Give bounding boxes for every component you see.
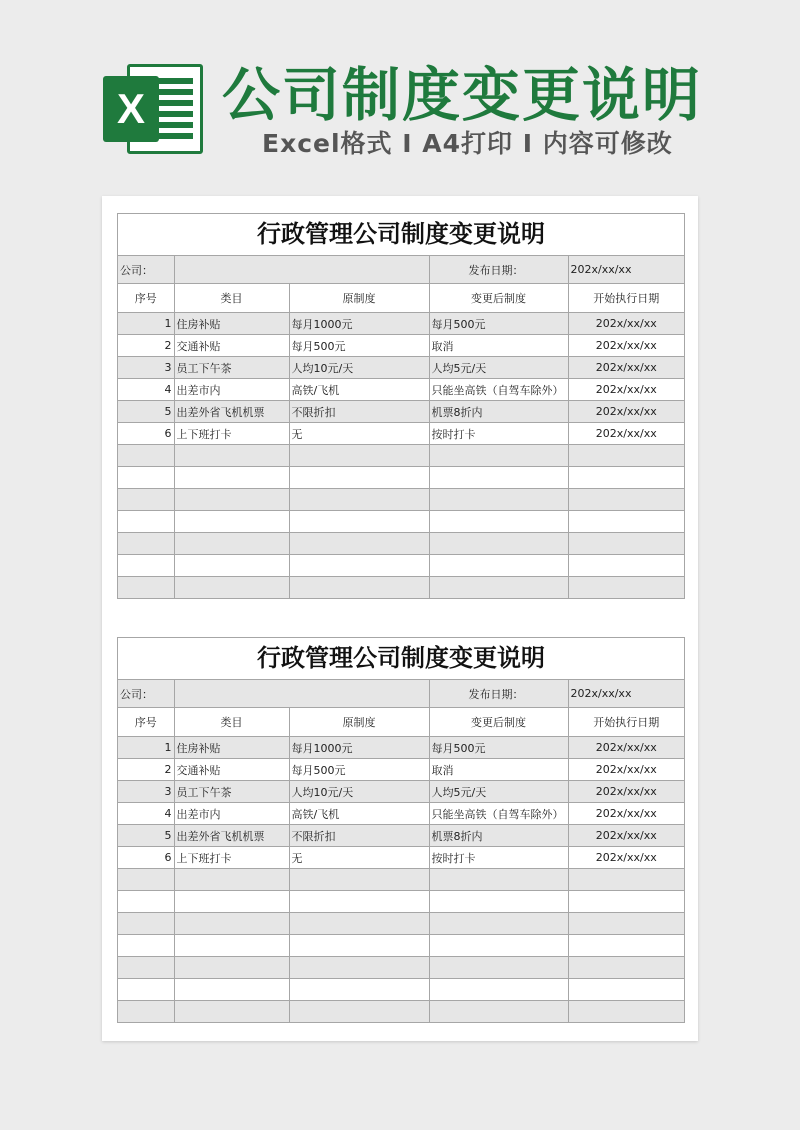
empty-cell[interactable] xyxy=(429,935,568,957)
policy-sheet-2 xyxy=(117,637,685,1023)
empty-cell[interactable] xyxy=(568,979,684,1001)
cell-no[interactable]: 4 xyxy=(118,803,174,825)
empty-row xyxy=(118,467,684,489)
empty-cell[interactable] xyxy=(174,533,289,555)
cell-changed[interactable]: 只能坐高铁（自驾车除外） xyxy=(429,379,568,401)
empty-cell[interactable] xyxy=(568,935,684,957)
cell-changed[interactable]: 按时打卡 xyxy=(429,423,568,445)
header-row xyxy=(118,708,684,737)
empty-cell[interactable] xyxy=(289,891,429,913)
info-row xyxy=(118,680,684,708)
empty-cell[interactable] xyxy=(289,533,429,555)
empty-cell[interactable] xyxy=(118,555,174,577)
empty-row xyxy=(118,913,684,935)
cell-original[interactable]: 人均10元/天 xyxy=(289,781,429,803)
cell-changed[interactable]: 人均5元/天 xyxy=(429,781,568,803)
empty-row xyxy=(118,511,684,533)
empty-cell[interactable] xyxy=(174,577,289,599)
empty-cell[interactable] xyxy=(118,979,174,1001)
cell-date[interactable]: 202x/xx/xx xyxy=(568,313,684,335)
empty-cell[interactable] xyxy=(118,445,174,467)
empty-cell[interactable] xyxy=(568,1001,684,1023)
cell-original[interactable]: 每月500元 xyxy=(289,759,429,781)
company-field[interactable] xyxy=(174,680,429,708)
cell-original[interactable]: 高铁/飞机 xyxy=(289,379,429,401)
col-header: 变更后制度 xyxy=(429,708,568,737)
company-field[interactable] xyxy=(174,256,429,284)
table-row xyxy=(118,379,684,401)
empty-row xyxy=(118,533,684,555)
empty-cell[interactable] xyxy=(568,467,684,489)
cell-category[interactable]: 出差市内 xyxy=(174,803,289,825)
date-label: 发布日期： xyxy=(429,256,568,284)
empty-cell[interactable] xyxy=(174,511,289,533)
cell-changed[interactable]: 只能坐高铁（自驾车除外） xyxy=(429,803,568,825)
empty-cell[interactable] xyxy=(429,555,568,577)
empty-cell[interactable] xyxy=(568,869,684,891)
cell-category[interactable]: 住房补贴 xyxy=(174,737,289,759)
cell-original[interactable]: 每月1000元 xyxy=(289,737,429,759)
cell-category[interactable]: 出差市内 xyxy=(174,379,289,401)
empty-cell[interactable] xyxy=(289,935,429,957)
sheet-title: 行政管理公司制度变更说明 xyxy=(118,638,684,680)
excel-logo-icon xyxy=(103,64,203,154)
empty-cell[interactable] xyxy=(568,445,684,467)
empty-cell[interactable] xyxy=(568,533,684,555)
cell-category[interactable]: 上下班打卡 xyxy=(174,847,289,869)
cell-changed[interactable]: 人均5元/天 xyxy=(429,357,568,379)
policy-table xyxy=(118,256,684,598)
date-value[interactable]: 202x/xx/xx xyxy=(568,256,684,284)
empty-cell[interactable] xyxy=(174,913,289,935)
date-label: 发布日期： xyxy=(429,680,568,708)
cell-no[interactable]: 4 xyxy=(118,379,174,401)
empty-cell[interactable] xyxy=(429,533,568,555)
info-row xyxy=(118,256,684,284)
col-header: 序号 xyxy=(118,708,174,737)
empty-cell[interactable] xyxy=(289,913,429,935)
cell-category[interactable]: 交通补贴 xyxy=(174,335,289,357)
cell-changed[interactable]: 每月500元 xyxy=(429,313,568,335)
table-row xyxy=(118,401,684,423)
cell-original[interactable]: 每月500元 xyxy=(289,335,429,357)
cell-date[interactable]: 202x/xx/xx xyxy=(568,379,684,401)
empty-cell[interactable] xyxy=(174,445,289,467)
empty-cell[interactable] xyxy=(429,577,568,599)
empty-cell[interactable] xyxy=(568,511,684,533)
empty-cell[interactable] xyxy=(289,555,429,577)
empty-row xyxy=(118,489,684,511)
table-row xyxy=(118,781,684,803)
empty-cell[interactable] xyxy=(118,489,174,511)
cell-date[interactable]: 202x/xx/xx xyxy=(568,357,684,379)
col-header: 类目 xyxy=(174,284,289,313)
empty-cell[interactable] xyxy=(174,1001,289,1023)
empty-cell[interactable] xyxy=(289,869,429,891)
cell-category[interactable]: 员工下午茶 xyxy=(174,781,289,803)
table-row xyxy=(118,759,684,781)
cell-date[interactable]: 202x/xx/xx xyxy=(568,401,684,423)
empty-cell[interactable] xyxy=(118,935,174,957)
table-row xyxy=(118,737,684,759)
cell-category[interactable]: 交通补贴 xyxy=(174,759,289,781)
empty-cell[interactable] xyxy=(289,511,429,533)
cell-date[interactable]: 202x/xx/xx xyxy=(568,781,684,803)
empty-cell[interactable] xyxy=(429,467,568,489)
cell-changed[interactable]: 取消 xyxy=(429,759,568,781)
empty-cell[interactable] xyxy=(429,489,568,511)
cell-category[interactable]: 出差外省飞机机票 xyxy=(174,825,289,847)
cell-date[interactable]: 202x/xx/xx xyxy=(568,803,684,825)
excel-x-badge: X xyxy=(103,76,159,142)
empty-cell[interactable] xyxy=(429,1001,568,1023)
table-row xyxy=(118,335,684,357)
cell-no[interactable]: 1 xyxy=(118,313,174,335)
cell-category[interactable]: 上下班打卡 xyxy=(174,423,289,445)
company-label: 公司： xyxy=(118,680,174,708)
table-row xyxy=(118,825,684,847)
cell-original[interactable]: 无 xyxy=(289,847,429,869)
empty-cell[interactable] xyxy=(568,577,684,599)
empty-cell[interactable] xyxy=(289,467,429,489)
page-subtitle: Excel格式 I A4打印 I 内容可修改 xyxy=(262,129,673,158)
empty-cell[interactable] xyxy=(289,979,429,1001)
empty-row xyxy=(118,869,684,891)
cell-no[interactable]: 2 xyxy=(118,335,174,357)
empty-cell[interactable] xyxy=(429,913,568,935)
table-row xyxy=(118,803,684,825)
cell-no[interactable]: 3 xyxy=(118,357,174,379)
cell-date[interactable]: 202x/xx/xx xyxy=(568,847,684,869)
empty-row xyxy=(118,935,684,957)
empty-cell[interactable] xyxy=(118,533,174,555)
empty-cell[interactable] xyxy=(118,957,174,979)
empty-cell[interactable] xyxy=(289,957,429,979)
empty-cell[interactable] xyxy=(429,891,568,913)
empty-cell[interactable] xyxy=(429,979,568,1001)
empty-cell[interactable] xyxy=(568,913,684,935)
empty-cell[interactable] xyxy=(429,511,568,533)
empty-cell[interactable] xyxy=(174,891,289,913)
empty-row xyxy=(118,891,684,913)
empty-cell[interactable] xyxy=(568,891,684,913)
cell-no[interactable]: 3 xyxy=(118,781,174,803)
empty-cell[interactable] xyxy=(174,957,289,979)
cell-date[interactable]: 202x/xx/xx xyxy=(568,423,684,445)
empty-cell[interactable] xyxy=(429,869,568,891)
policy-sheet-1 xyxy=(117,213,685,599)
cell-date[interactable]: 202x/xx/xx xyxy=(568,825,684,847)
empty-cell[interactable] xyxy=(118,891,174,913)
cell-date[interactable]: 202x/xx/xx xyxy=(568,759,684,781)
cell-original[interactable]: 无 xyxy=(289,423,429,445)
cell-no[interactable]: 2 xyxy=(118,759,174,781)
empty-row xyxy=(118,1001,684,1023)
empty-row xyxy=(118,577,684,599)
empty-cell[interactable] xyxy=(174,555,289,577)
cell-date[interactable]: 202x/xx/xx xyxy=(568,335,684,357)
cell-no[interactable]: 5 xyxy=(118,401,174,423)
col-header: 原制度 xyxy=(289,284,429,313)
empty-cell[interactable] xyxy=(174,467,289,489)
empty-cell[interactable] xyxy=(568,957,684,979)
empty-cell[interactable] xyxy=(289,577,429,599)
empty-cell[interactable] xyxy=(289,445,429,467)
cell-date[interactable]: 202x/xx/xx xyxy=(568,737,684,759)
page-header xyxy=(0,0,800,190)
empty-cell[interactable] xyxy=(174,869,289,891)
empty-cell[interactable] xyxy=(118,1001,174,1023)
empty-cell[interactable] xyxy=(118,511,174,533)
cell-changed[interactable]: 每月500元 xyxy=(429,737,568,759)
cell-original[interactable]: 不限折扣 xyxy=(289,401,429,423)
empty-cell[interactable] xyxy=(174,935,289,957)
empty-cell[interactable] xyxy=(118,869,174,891)
empty-row xyxy=(118,555,684,577)
col-header: 类目 xyxy=(174,708,289,737)
empty-row xyxy=(118,957,684,979)
cell-changed[interactable]: 机票8折内 xyxy=(429,401,568,423)
col-header: 序号 xyxy=(118,284,174,313)
cell-no[interactable]: 6 xyxy=(118,423,174,445)
empty-cell[interactable] xyxy=(429,957,568,979)
empty-cell[interactable] xyxy=(118,577,174,599)
cell-changed[interactable]: 取消 xyxy=(429,335,568,357)
cell-original[interactable]: 不限折扣 xyxy=(289,825,429,847)
cell-category[interactable]: 员工下午茶 xyxy=(174,357,289,379)
empty-cell[interactable] xyxy=(174,489,289,511)
table-row xyxy=(118,423,684,445)
cell-no[interactable]: 6 xyxy=(118,847,174,869)
empty-row xyxy=(118,979,684,1001)
empty-cell[interactable] xyxy=(568,489,684,511)
policy-table xyxy=(118,680,684,1022)
table-row xyxy=(118,313,684,335)
table-row xyxy=(118,357,684,379)
cell-changed[interactable]: 机票8折内 xyxy=(429,825,568,847)
date-value[interactable]: 202x/xx/xx xyxy=(568,680,684,708)
sheet-title: 行政管理公司制度变更说明 xyxy=(118,214,684,256)
empty-cell[interactable] xyxy=(289,1001,429,1023)
header-row xyxy=(118,284,684,313)
cell-no[interactable]: 5 xyxy=(118,825,174,847)
col-header: 开始执行日期 xyxy=(568,708,684,737)
col-header: 开始执行日期 xyxy=(568,284,684,313)
empty-cell[interactable] xyxy=(118,913,174,935)
col-header: 原制度 xyxy=(289,708,429,737)
cell-category[interactable]: 出差外省飞机机票 xyxy=(174,401,289,423)
cell-original[interactable]: 人均10元/天 xyxy=(289,357,429,379)
cell-category[interactable]: 住房补贴 xyxy=(174,313,289,335)
empty-cell[interactable] xyxy=(568,555,684,577)
empty-cell[interactable] xyxy=(174,979,289,1001)
cell-no[interactable]: 1 xyxy=(118,737,174,759)
table-row xyxy=(118,847,684,869)
empty-cell[interactable] xyxy=(118,467,174,489)
empty-cell[interactable] xyxy=(429,445,568,467)
page-title: 公司制度变更说明 xyxy=(222,61,703,129)
cell-original[interactable]: 高铁/飞机 xyxy=(289,803,429,825)
company-label: 公司： xyxy=(118,256,174,284)
cell-original[interactable]: 每月1000元 xyxy=(289,313,429,335)
col-header: 变更后制度 xyxy=(429,284,568,313)
empty-row xyxy=(118,445,684,467)
empty-cell[interactable] xyxy=(289,489,429,511)
cell-changed[interactable]: 按时打卡 xyxy=(429,847,568,869)
